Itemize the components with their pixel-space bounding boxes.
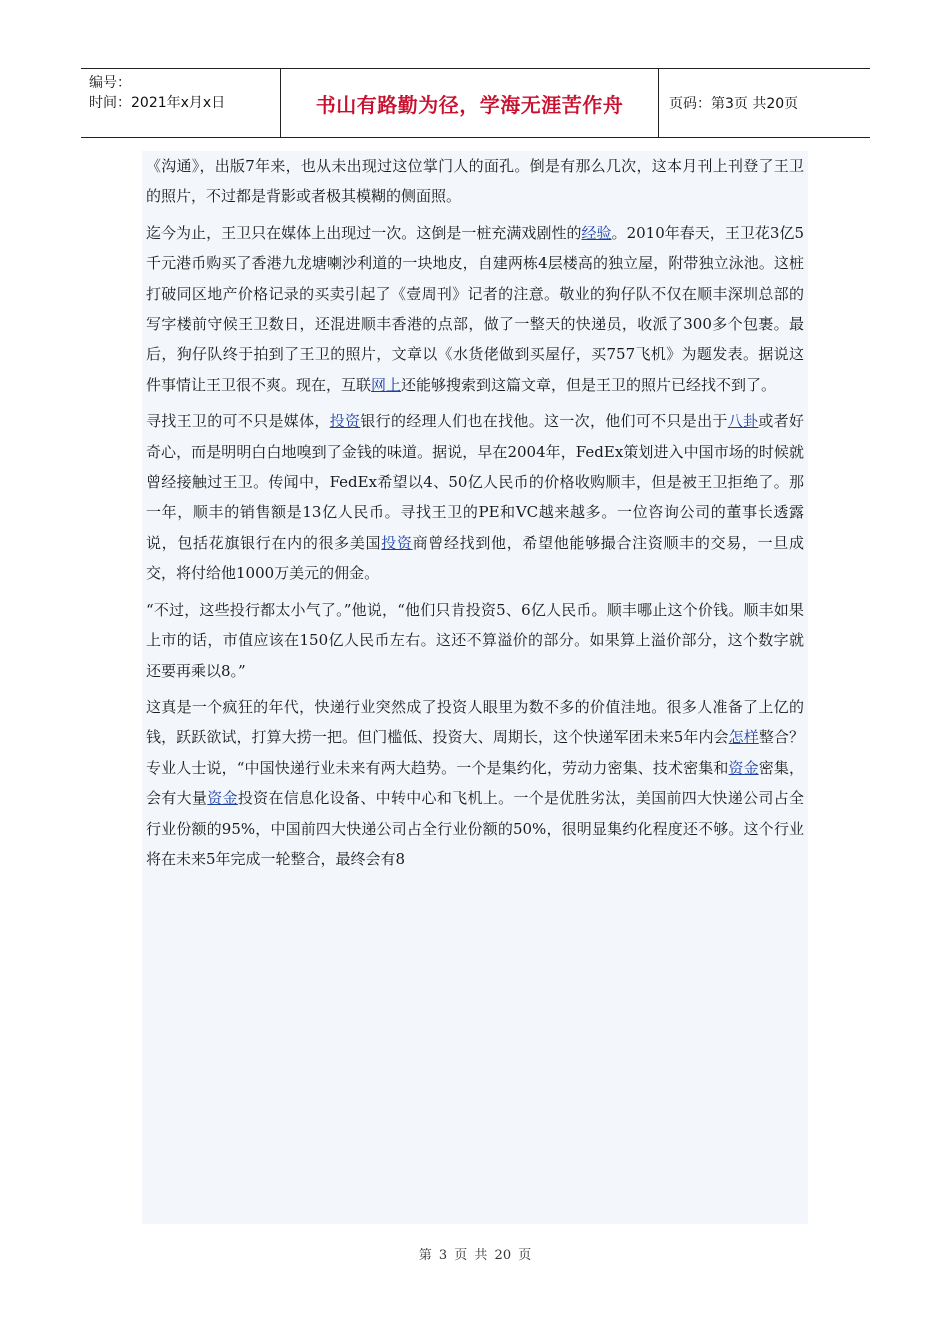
paragraph-text: “不过，这些投行都太小气了。”他说，“他们只肯投资5、6亿人民币。顺丰哪止这个价钱。顺丰如果上市的话，市值应该在150亿人民币左右。这还不算溢价的部分。如果算上溢价部分，这个数字就还要再乘以8。” [146, 600, 804, 680]
paragraph-text: 这真是一个疯狂的年代，快递行业突然成了投资人眼里为数不多的价值洼地。很多人准备了上亿的钱，跃跃欲试，打算大捞一把。但门槛低、投资大、周期长，这个快递军团未来5年内会 [146, 697, 804, 747]
paragraph-text: 迄今为止，王卫只在媒体上出现过一次。这倒是一桩充满戏剧性的 [146, 223, 582, 242]
paragraph-text: 还能够搜索到这篇文章，但是王卫的照片已经找不到了。 [401, 375, 777, 394]
article-paragraph [146, 218, 804, 400]
inline-link[interactable]: 资金 [728, 758, 759, 777]
document-time-label: 时间：2021年x月x日 [89, 95, 226, 111]
page-header [81, 68, 870, 138]
inline-link[interactable]: 怎样 [728, 728, 759, 747]
paragraph-text: 寻找王卫的可不只是媒体， [146, 412, 330, 431]
article-paragraph [146, 595, 804, 686]
article-paragraph [146, 406, 804, 588]
inline-link[interactable]: 经验 [581, 223, 612, 242]
header-page-info: 页码：第3页 共20页 [669, 96, 799, 112]
header-meta [81, 69, 281, 137]
paragraph-text: 。2010年春天，王卫花3亿5千元港币购买了香港九龙塘喇沙利道的一块地皮，自建两栋4层楼高的独立屋，附带独立泳池。这桩打破同区地产价格记录的买卖引起了《壹周刊》记者的注意。敬业的狗仔队不仅在顺丰深圳总部的写字楼前守候王卫数日，还混进顺丰香港的点部，做了一整天的快递员，收派了300多个包裹。最后，狗仔队终于拍到了王卫的照片，文章以《水货佬做到买屋仔，买757飞机》为题发表。据说这件事情让王卫很不爽。现在，互联 [146, 223, 804, 394]
paragraph-text: 银行的经理人们也在找他。这一次，他们可不只是出于 [360, 412, 728, 431]
article-body [142, 151, 808, 1224]
inline-link[interactable]: 投资 [381, 533, 413, 552]
header-motto: 书山有路勤为径，学海无涯苦作舟 [315, 92, 624, 117]
paragraph-text: 或者好奇心，而是明明白白地嗅到了金钱的味道。据说，早在2004年，FedEx策划进入中国市场的时候就曾经接触过王卫。传闻中，FedEx希望以4、50亿人民币的价格收购顺丰，但是被王卫拒绝了。那一年，顺丰的销售额是13亿人民币。寻找王卫的PE和VC越来越多。一位咨询公司的董事长透露说，包括花旗银行在内的很多美国 [146, 412, 804, 552]
inline-link[interactable]: 资金 [207, 789, 238, 808]
paragraph-text: 密集，会有大量 [146, 758, 804, 808]
paragraph-text: 商曾经找到他，希望他能够撮合注资顺丰的交易，一旦成交，将付给他1000万美元的佣金。 [146, 533, 804, 583]
header-motto-cell [281, 69, 659, 137]
paragraph-text: 整合？专业人士说，“中国快递行业未来有两大趋势。一个是集约化，劳动力密集、技术密集和 [146, 728, 804, 777]
inline-link[interactable]: 网上 [371, 375, 402, 394]
paragraph-text: 投资在信息化设备、中转中心和飞机上。一个是优胜劣汰，美国前四大快递公司占全行业份额的95%，中国前四大快递公司占全行业份额的50%，很明显集约化程度还不够。这个行业将在未来5年完成一轮整合，最终会有8 [146, 789, 804, 868]
inline-link[interactable]: 投资 [329, 412, 361, 431]
article-paragraph [146, 692, 804, 874]
paragraph-text: 《沟通》，出版7年来，也从未出现过这位掌门人的面孔。倒是有那么几次，这本月刊上刊登了王卫的照片，不过都是背影或者极其模糊的侧面照。 [146, 157, 804, 206]
article-paragraph [146, 151, 804, 212]
page-footer: 第 3 页 共 20 页 [418, 1248, 532, 1263]
document-number-label: 编号： [89, 75, 131, 91]
inline-link[interactable]: 八卦 [727, 412, 759, 431]
